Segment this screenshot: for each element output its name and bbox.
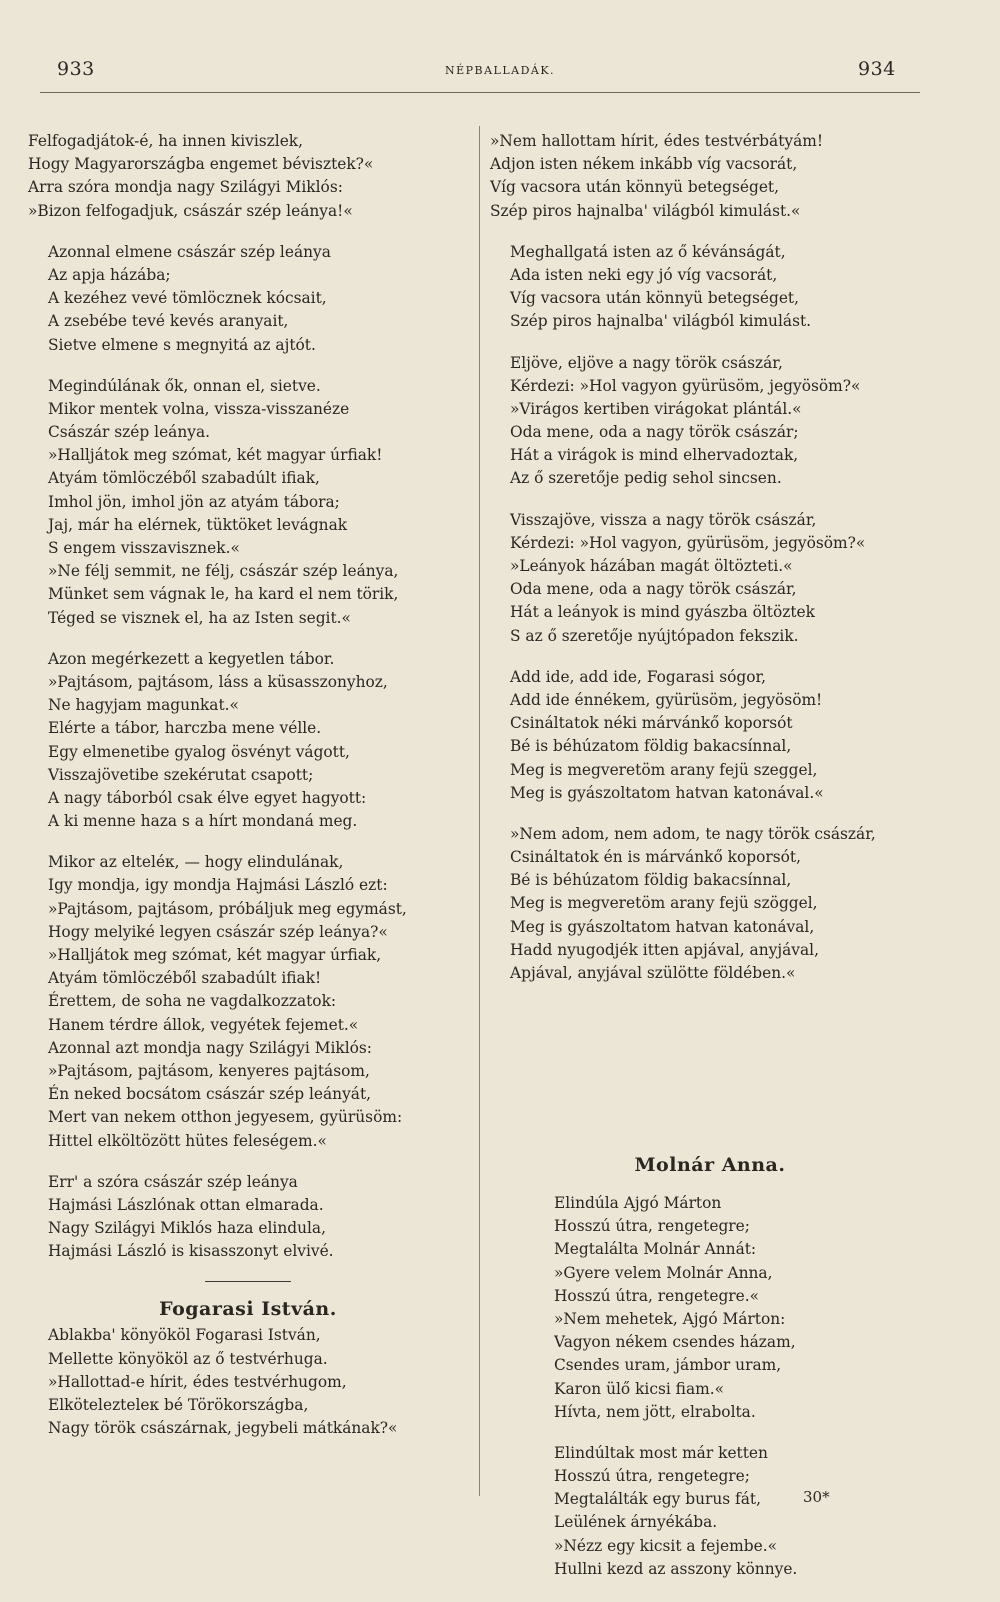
verse-line: Atyám tömlöczéből szabadúlt ifiak, — [48, 469, 320, 488]
verse-line: Hittel elköltözött hütes feleségem.« — [48, 1131, 327, 1150]
verse-line: Hanem térdre állok, vegyétek fejemet.« — [48, 1015, 359, 1034]
verse-line: Visszajövetibe szekérutat csapott; — [48, 765, 314, 784]
verse-line: »Hallottad-e hírit, édes testvérhugom, — [48, 1372, 347, 1391]
verse-line: Sietve elmene s megnyitá az ajtót. — [48, 335, 316, 354]
column-divider — [479, 126, 480, 1496]
right-column — [490, 130, 930, 985]
verse-line: Ne hagyjam magunkat.« — [48, 696, 239, 715]
verse-line: »Ne félj semmit, ne félj, császár szép leánya, — [48, 562, 399, 581]
verse-line: Egy elmenetibe gyalog ösvényt vágott, — [48, 742, 350, 761]
stanza — [490, 1442, 930, 1581]
verse-line: Víg vacsora után könnyü betegséget, — [490, 178, 780, 197]
stanza — [490, 130, 930, 223]
verse-line: Nagy török császárnak, jegybeli mátkának?« — [48, 1419, 398, 1438]
verse-line: A kezéhez vevé tömlöcznek kócsait, — [48, 289, 327, 308]
verse-line: Kérdezi: »Hol vagyon gyürüsöm, jegyösöm?« — [510, 376, 861, 395]
verse-line: Jaj, már ha elérnek, tüktöket levágnak — [48, 515, 348, 534]
verse-line: Az apja házába; — [48, 265, 171, 284]
verse-line: Karon ülő kicsi fiam.« — [554, 1379, 725, 1398]
header-rule — [40, 92, 920, 93]
verse-line: »Bizon felfogadjuk, császár szép leánya!« — [28, 201, 353, 220]
verse-line: Víg vacsora után könnyü betegséget, — [510, 289, 800, 308]
page-header — [0, 58, 1000, 88]
verse-line: Felfogadjátok-é, ha innen kiviszlek, — [28, 132, 304, 150]
stanza — [28, 1171, 468, 1264]
right-column-poem — [490, 1150, 930, 1581]
verse-line: Hosszú útra, rengetegre; — [554, 1467, 750, 1486]
verse-line: Oda mene, oda a nagy török császár, — [510, 580, 797, 599]
verse-line: »Pajtásom, pajtásom, kenyeres pajtásom, — [48, 1061, 370, 1080]
stanza — [490, 1192, 930, 1424]
verse-line: Hajmási Lászlónak ottan elmarada. — [48, 1195, 324, 1214]
verse-line: Hogy Magyarországba engemet bévisztek?« — [28, 155, 374, 174]
verse-line: A ki menne haza s a hírt mondaná meg. — [48, 812, 358, 831]
stanza — [28, 648, 468, 834]
verse-line: A nagy táborból csak élve egyet hagyott: — [48, 788, 367, 807]
verse-line: Hajmási László is kisasszonyt elvivé. — [48, 1242, 334, 1261]
verse-line: Császár szép leánya. — [48, 423, 211, 442]
verse-line: Imhol jön, imhol jön az atyám tábora; — [48, 492, 340, 511]
verse-line: Hívta, nem jött, elrabolta. — [554, 1402, 756, 1421]
verse-line: »Halljátok meg szómat, két magyar úrfiak, — [48, 946, 382, 964]
stanza — [490, 666, 930, 805]
verse-line: Mikor mentek volna, vissza-visszanéze — [48, 399, 350, 418]
verse-line: Megtalálták egy burus fát, — [554, 1490, 761, 1509]
verse-line: Bé is béhúzatom földig bakacsínnal, — [510, 737, 792, 756]
left-page-number: 933 — [57, 58, 95, 80]
verse-line: Meg is gyászoltatom hatvan katonával.« — [510, 783, 824, 802]
stanza — [28, 1324, 468, 1440]
verse-line: Bé is béhúzatom földig bakacsínnal, — [510, 871, 792, 890]
verse-line: Err' a szóra császár szép leánya — [48, 1172, 298, 1191]
verse-line: Téged se visznek el, ha az Isten segit.« — [48, 608, 351, 627]
verse-line: Elkötelezteleк bé Törökországba, — [48, 1396, 309, 1414]
verse-line: Apjával, anyjával szülötte földében.« — [510, 964, 796, 982]
verse-line: Hosszú útra, rengetegre; — [554, 1217, 750, 1236]
stanza — [490, 509, 930, 648]
verse-line: Mikor az elteléк, — hogy elindulának, — [48, 853, 344, 872]
verse-line: Add ide, add ide, Fogarasi sógor, — [510, 667, 767, 686]
verse-line: Azon megérkezett a kegyetlen tábor. — [48, 649, 335, 668]
verse-line: Megindúlának ők, onnan el, sietve. — [48, 376, 321, 395]
verse-line: Mellette könyököl az ő testvérhuga. — [48, 1349, 328, 1368]
left-column — [28, 130, 468, 1440]
verse-line: Visszajöve, vissza a nagy török császár, — [510, 510, 817, 529]
verse-line: Csendes uram, jámbor uram, — [554, 1356, 782, 1375]
verse-line: Szép piros hajnalba' világból kimulást. — [510, 312, 812, 331]
verse-line: »Nézz egy kicsit a fejembe.« — [554, 1536, 778, 1555]
verse-line: Add ide énnékem, gyürüsöm, jegyösöm! — [510, 690, 823, 709]
verse-line: Elérte a tábor, harczba mene vélle. — [48, 719, 322, 738]
verse-line: Arra szóra mondja nagy Szilágyi Miklós: — [28, 178, 343, 197]
verse-line: Hogy melyiké legyen császár szép leánya?« — [48, 922, 388, 941]
verse-line: Hadd nyugodjék itten apjával, anyjával, — [510, 940, 819, 959]
verse-line: Hát a virágok is mind elhervadoztak, — [510, 446, 799, 465]
verse-line: Münket sem vágnak le, ha kard el nem törik, — [48, 585, 399, 604]
running-title: NÉPBALLADÁK. — [444, 64, 556, 77]
verse-line: Meg is gyászoltatom hatvan katonával, — [510, 917, 815, 936]
verse-line: Csináltatok én is márvánkő koporsót, — [510, 848, 801, 867]
stanza — [28, 375, 468, 630]
verse-line: Hullni kezd az asszony könnye. — [554, 1559, 798, 1578]
poem-title: Molnár Anna. — [634, 1154, 786, 1176]
verse-line: Azonnal elmene császár szép leánya — [48, 242, 331, 261]
stanza — [28, 851, 468, 1152]
verse-line: Hát a leányok is mind gyászba öltöztek — [510, 603, 815, 622]
verse-line: Kérdezi: »Hol vagyon, gyürüsöm, jegyösöm?« — [510, 533, 866, 552]
verse-line: »Halljátok meg szómat, két magyar úrfiak! — [48, 446, 383, 465]
verse-line: Leülének árnyékába. — [554, 1513, 718, 1532]
verse-line: S engem visszavisznek.« — [48, 539, 240, 557]
stanza — [490, 823, 930, 985]
verse-line: »Nem hallottam hírit, édes testvérbátyám! — [490, 132, 824, 150]
verse-line: Adjon isten nékem inkább víg vacsorát, — [490, 155, 798, 174]
verse-line: »Nem adom, nem adom, te nagy török császár, — [510, 824, 876, 843]
verse-line: Elindúltak most már ketten — [554, 1443, 768, 1462]
verse-line: Nagy Szilágyi Miklós haza elindula, — [48, 1219, 326, 1238]
signature-mark: 30* — [803, 1488, 830, 1506]
verse-line: Vagyon nékem csendes házam, — [554, 1333, 796, 1352]
verse-line: Megtalálta Molnár Annát: — [554, 1240, 757, 1259]
verse-line: Eljöve, eljöve a nagy török császár, — [510, 353, 783, 372]
verse-line: S az ő szeretője nyújtópadon fekszik. — [510, 626, 799, 645]
stanza — [490, 352, 930, 491]
stanza — [490, 241, 930, 334]
verse-line: Igy mondja, igy mondja Hajmási László ezt: — [48, 876, 388, 895]
verse-line: A zsebébe tevé kevés aranyait, — [48, 312, 289, 331]
right-page-number: 934 — [858, 58, 896, 80]
verse-line: Mert van nekem otthon jegyesem, gyürüsöm: — [48, 1108, 403, 1127]
stanza — [28, 130, 468, 223]
verse-line: »Virágos kertiben virágokat plántál.« — [510, 399, 802, 418]
verse-line: Hosszú útra, rengetegre.« — [554, 1286, 760, 1305]
verse-line: Meghallgatá isten az ő kévánságát, — [510, 242, 786, 261]
verse-line: Ada isten neki egy jó víg vacsorát, — [510, 265, 778, 284]
verse-line: »Leányok házában magát öltözteti.« — [510, 557, 793, 575]
verse-line: Csináltatok néki márvánkő koporsót — [510, 714, 793, 733]
verse-line: »Nem mehetek, Ajgó Márton: — [554, 1309, 786, 1328]
verse-line: »Pajtásom, pajtásom, láss a küsasszonyhoz, — [48, 672, 388, 691]
verse-line: Érettem, de soha ne vagdalkozzatok: — [48, 992, 337, 1011]
verse-line: Ablakba' könyököl Fogarasi István, — [48, 1326, 321, 1345]
verse-line: Atyám tömlöczéből szabadúlt ifiak! — [48, 969, 322, 988]
verse-line: Én neked bocsátom császár szép leányát, — [48, 1085, 372, 1104]
verse-line: Szép piros hajnalba' világból kimulást.« — [490, 201, 801, 220]
verse-line: »Pajtásom, pajtásom, próbáljuk meg egymást, — [48, 899, 407, 918]
verse-line: Elindúla Ajgó Márton — [554, 1194, 722, 1212]
verse-line: Oda mene, oda a nagy török császár; — [510, 423, 799, 442]
poem-title: Fogarasi István. — [159, 1298, 337, 1321]
verse-line: Azonnal azt mondja nagy Szilágyi Miklós: — [48, 1038, 372, 1057]
verse-line: Az ő szeretője pedig sehol sincsen. — [510, 469, 782, 488]
verse-line: Meg is megveretöm arany fejü szeggel, — [510, 760, 818, 779]
verse-line: Meg is megveretöm arany fejü szöggel, — [510, 894, 818, 913]
stanza — [28, 241, 468, 357]
verse-line: »Gyere velem Molnár Anna, — [554, 1263, 773, 1282]
